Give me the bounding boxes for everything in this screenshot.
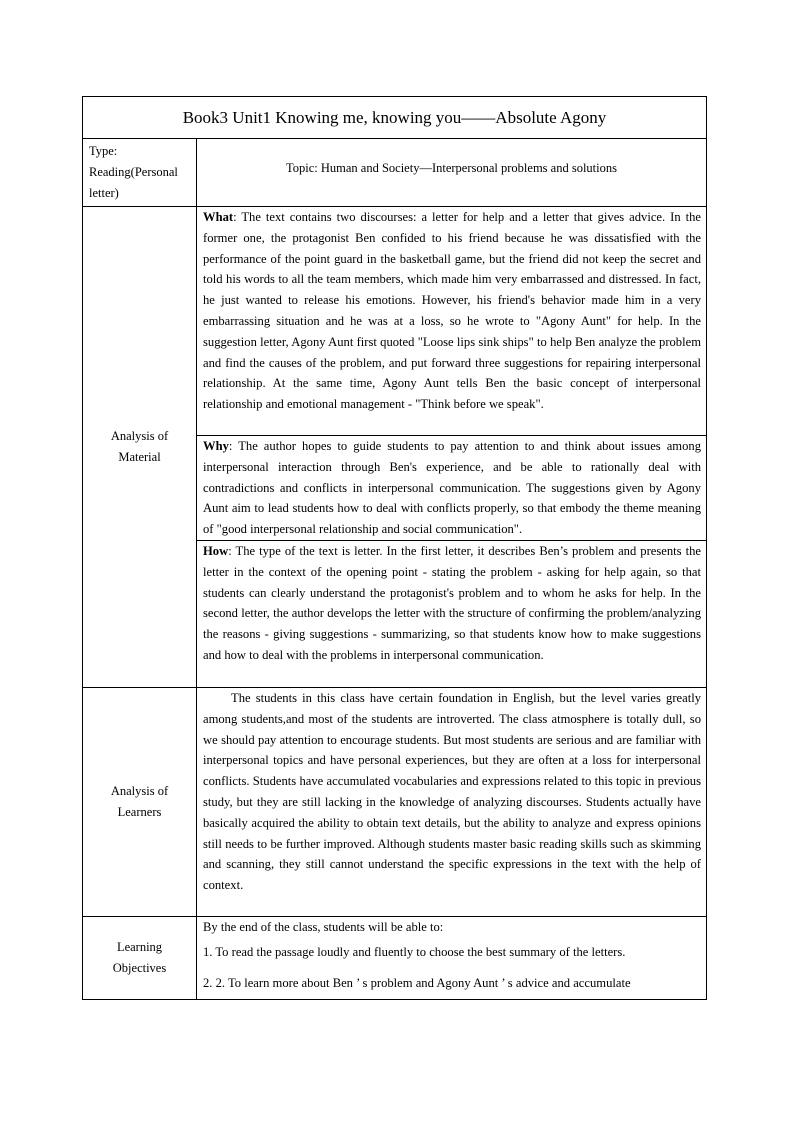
type-row xyxy=(83,139,707,207)
learners-row xyxy=(83,688,707,917)
topic-cell: Topic: Human and Society—Interpersonal problems and solutions xyxy=(197,139,707,207)
lesson-plan-table xyxy=(82,96,707,1000)
why-cell xyxy=(197,436,707,541)
objectives-cell xyxy=(197,917,707,1000)
objectives-label-line2: Objectives xyxy=(112,961,167,975)
analysis-of-learners-label xyxy=(83,688,197,917)
objective-item: 1. To read the passage loudly and fluently to choose the best summary of the letters. xyxy=(203,944,626,959)
objectives-row xyxy=(83,917,707,1000)
learners-label-line1: Analysis of xyxy=(110,784,169,798)
objectives-label-line1: Learning xyxy=(116,940,163,954)
learners-label-line2: Learners xyxy=(117,805,162,819)
objective-item: 2. 2. To learn more about Ben ’ s problem and Agony Aunt ’ s advice and accumulate xyxy=(203,975,631,990)
why-paragraph xyxy=(203,436,701,540)
type-label-line3: letter) xyxy=(89,186,119,200)
learners-cell xyxy=(197,688,707,917)
how-heading: How xyxy=(203,544,229,558)
objectives-intro: By the end of the class, students will be able to: xyxy=(203,920,444,934)
how-text: : The type of the text is letter. In the first letter, it describes Ben’s problem and presents the letter in the context of the opening point - stating the problem - asking for help again, so that students can clearly understand the protagonist's problem and to whom he asks for help. In the second letter, the author develops the letter with the structure of confirming the problem/analyzing the reasons - giving suggestions - summarizing, so that students know how to make suggestions and how to deal with the problems in interpersonal communication. xyxy=(203,544,701,662)
learners-paragraph: The students in this class have certain foundation in English, but the level varies greatly among students,and most of the students are introverted. The class atmosphere is totally dull, so we should pay attention to encourage students. But most students are serious and are familiar with interpersonal topics and have personal experiences, but they are often at a loss for interpersonal conflicts. Students have accumulated vocabularies and expressions related to this topic in previous study, but they are still lacking in the knowledge of analyzing discourses. Students actually have basically acquired the ability to obtain text details, but the ability to analyze and express opinions still needs to be further improved. Although students master basic reading skills such as skimming and scanning, they still cannot understand the specific expressions in the text with the help of context. xyxy=(203,691,701,893)
material-label-line2: Material xyxy=(118,450,161,464)
lesson-plan-page xyxy=(82,96,706,1000)
what-cell xyxy=(197,207,707,436)
learning-objectives-label xyxy=(83,917,197,1000)
document-title: Book3 Unit1 Knowing me, knowing you——Absolute Agony xyxy=(83,97,707,139)
what-paragraph xyxy=(203,207,701,415)
why-heading: Why xyxy=(203,439,229,453)
how-paragraph xyxy=(203,541,701,666)
how-cell xyxy=(197,541,707,688)
analysis-of-material-label xyxy=(83,207,197,688)
why-text: : The author hopes to guide students to pay attention to and think about issues among interpersonal interaction through Ben's experience, and be able to rationally deal with contradictions and conflicts in interpersonal communication. The suggestions given by Agony Aunt aim to lead students how to deal with conflicts properly, so that embody the theme meaning of "good interpersonal relationship and social communication". xyxy=(203,439,701,537)
type-label-line2: Reading(Personal xyxy=(89,165,178,179)
title-row xyxy=(83,97,707,139)
what-heading: What xyxy=(203,210,234,224)
type-label-line1: Type: xyxy=(89,144,118,158)
what-text: : The text contains two discourses: a letter for help and a letter that gives advice. In the former one, the protagonist Ben confided to his friend because he was dissatisfied with the performance of the point guard in the basketball game, but the friend did not keep the secret and told his words to all the team members, which made him very embarrassed and distressed. In fact, he just wanted to release his emotions. However, his friend's behavior made him in a very embarrassing situation and he was at a loss, so he wrote to "Agony Aunt" for help. In the suggestion letter, Agony Aunt first quoted "Loose lips sink ships" to help Ben analyze the problem and find the causes of the problem, and put forward three suggestions for repairing interpersonal relationship. At the same time, Agony Aunt tells Ben the basic concept of interpersonal relationship and emotional management - "Think before we speak". xyxy=(203,210,701,412)
material-label-line1: Analysis of xyxy=(110,429,169,443)
type-label xyxy=(83,139,197,207)
material-what-row xyxy=(83,207,707,436)
